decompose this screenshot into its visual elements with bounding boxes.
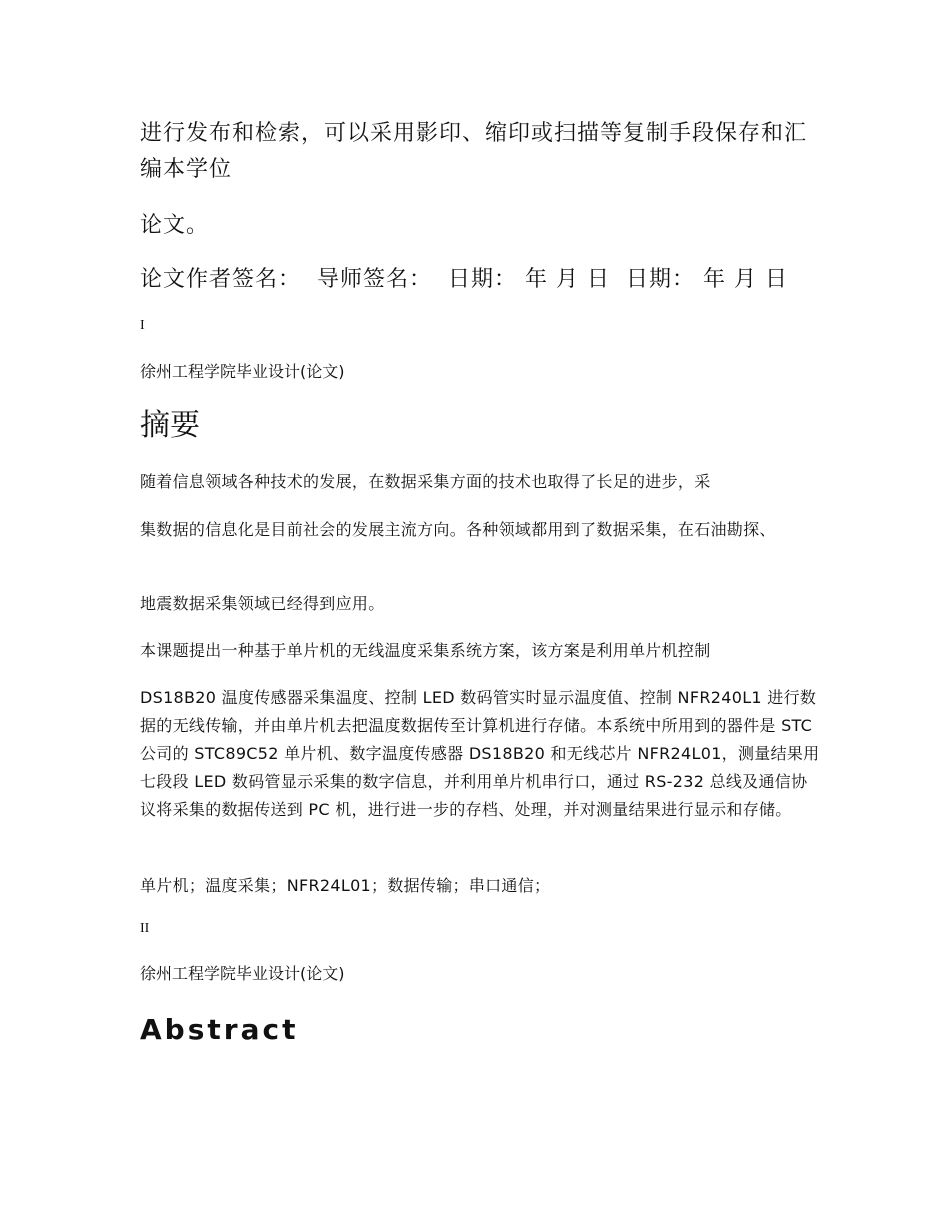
- abstract-paragraph-2-body: DS18B20 温度传感器采集温度、控制 LED 数码管实时显示温度值、控制 NFR240L1 进行数据的无线传输，并由单片机去把温度数据传至计算机进行存储。本系统中所用到的器件是 STC 公司的 STC89C52 单片机、数字温度传感器 DS18B20 和无线芯片 NFR24L01，测量结果用七段段 LED 数码管显示采集的数字信息，并利用单片机串行口，通过 RS-232 总线及通信协议将采集的数据传送到 PC 机，进行进一步的存档、处理，并对测量结果进行显示和存储。: [140, 688, 820, 819]
- date-label-1: 日期： 年 月 日: [448, 267, 611, 292]
- signature-line: [140, 262, 820, 298]
- date-label-2: 日期： 年 月 日: [626, 267, 788, 292]
- paragraph-copyright-end: 论文。: [140, 213, 210, 238]
- abstract-paragraph-1-line-2: 集数据的信息化是目前社会的发展主流方向。各种领域都用到了数据采集，在石油勘探、: [140, 520, 776, 539]
- page-number-2: II: [140, 921, 150, 936]
- running-header-2: 徐州工程学院毕业设计(论文): [140, 964, 345, 983]
- abstract-title-english: Abstract: [140, 1013, 299, 1046]
- advisor-signature-label: 导师签名：: [317, 267, 433, 292]
- author-signature-label: 论文作者签名：: [140, 267, 302, 292]
- abstract-paragraph-1-line-3: 地震数据采集领域已经得到应用。: [140, 594, 385, 613]
- abstract-title-chinese: 摘要: [140, 408, 200, 443]
- abstract-paragraph-2-line-1: 本课题提出一种基于单片机的无线温度采集系统方案，该方案是利用单片机控制: [140, 641, 711, 660]
- page-number-1: I: [140, 318, 145, 333]
- paragraph-copyright-statement: 进行发布和检索，可以采用影印、缩印或扫描等复制手段保存和汇编本学位: [140, 121, 808, 182]
- running-header-1: 徐州工程学院毕业设计(论文): [140, 362, 345, 381]
- abstract-paragraph-1-line-1: 随着信息领域各种技术的发展，在数据采集方面的技术也取得了长足的进步，采: [140, 472, 711, 491]
- keywords-line: 单片机；温度采集；NFR24L01；数据传输；串口通信；: [140, 876, 551, 895]
